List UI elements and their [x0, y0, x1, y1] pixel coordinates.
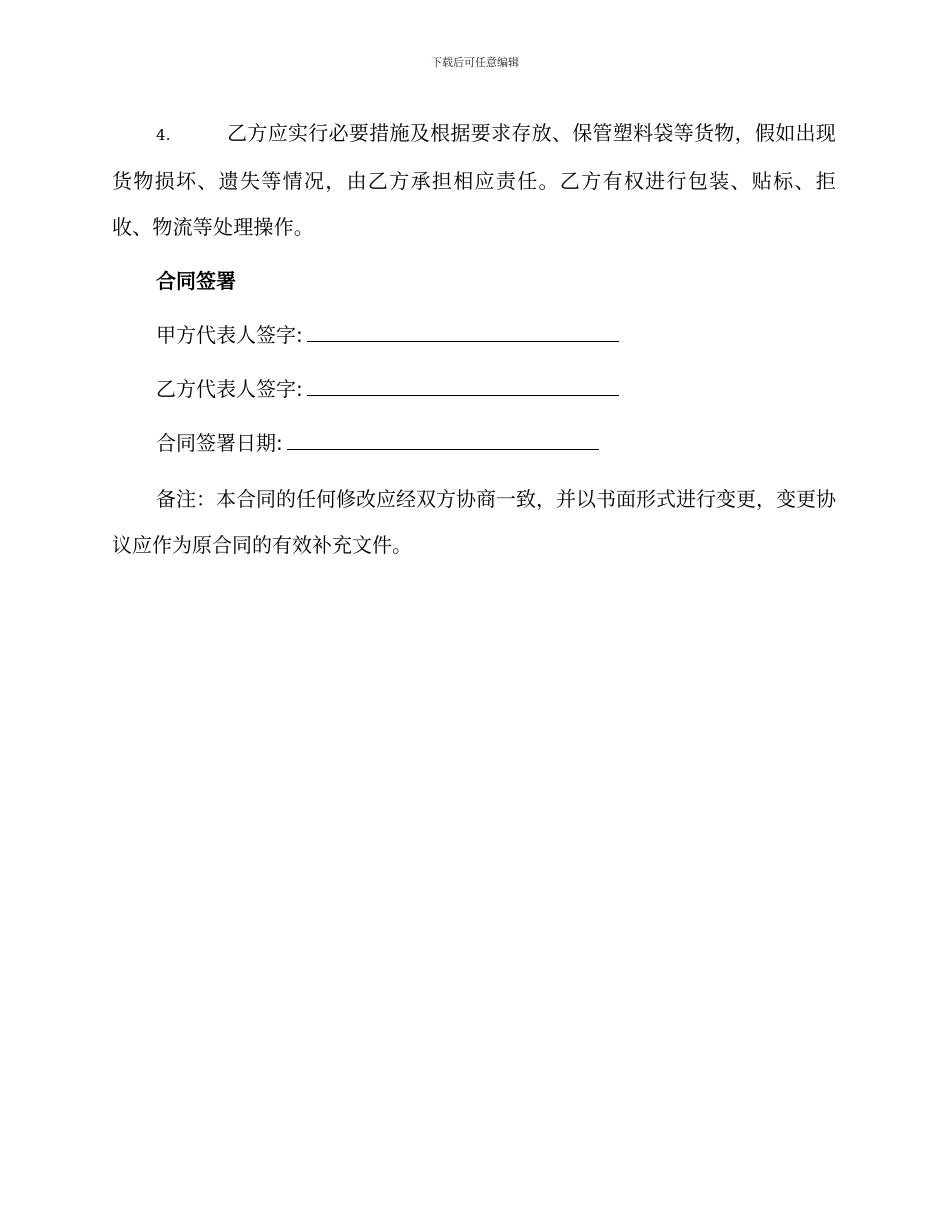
clause-number: 4.	[156, 126, 171, 144]
remark-paragraph: 备注：本合同的任何修改应经双方协商一致，并以书面形式进行变更，变更协议应作为原合同的有效补充文件。	[112, 487, 836, 557]
party-b-signature-blank	[307, 379, 619, 396]
signing-date-blank	[287, 433, 599, 450]
section-heading: 合同签署	[156, 269, 236, 293]
clause-paragraph	[112, 110, 836, 250]
document-body	[112, 110, 836, 568]
party-a-label: 甲方代表人签字:	[156, 323, 303, 347]
party-a-signature-blank	[307, 325, 619, 342]
signing-date-label: 合同签署日期:	[156, 431, 283, 455]
clause-text: 乙方应实行必要措施及根据要求存放、保管塑料袋等货物，假如出现货物损坏、遗失等情况，由乙方承担相应责任。乙方有权进行包装、贴标、拒收、物流等处理操作。	[112, 121, 836, 239]
party-b-signature-line	[156, 362, 836, 416]
page-header: 下载后可任意编辑	[431, 56, 519, 69]
party-b-label: 乙方代表人签字:	[156, 377, 303, 401]
signing-date-line	[156, 416, 836, 470]
party-a-signature-line	[156, 308, 836, 362]
